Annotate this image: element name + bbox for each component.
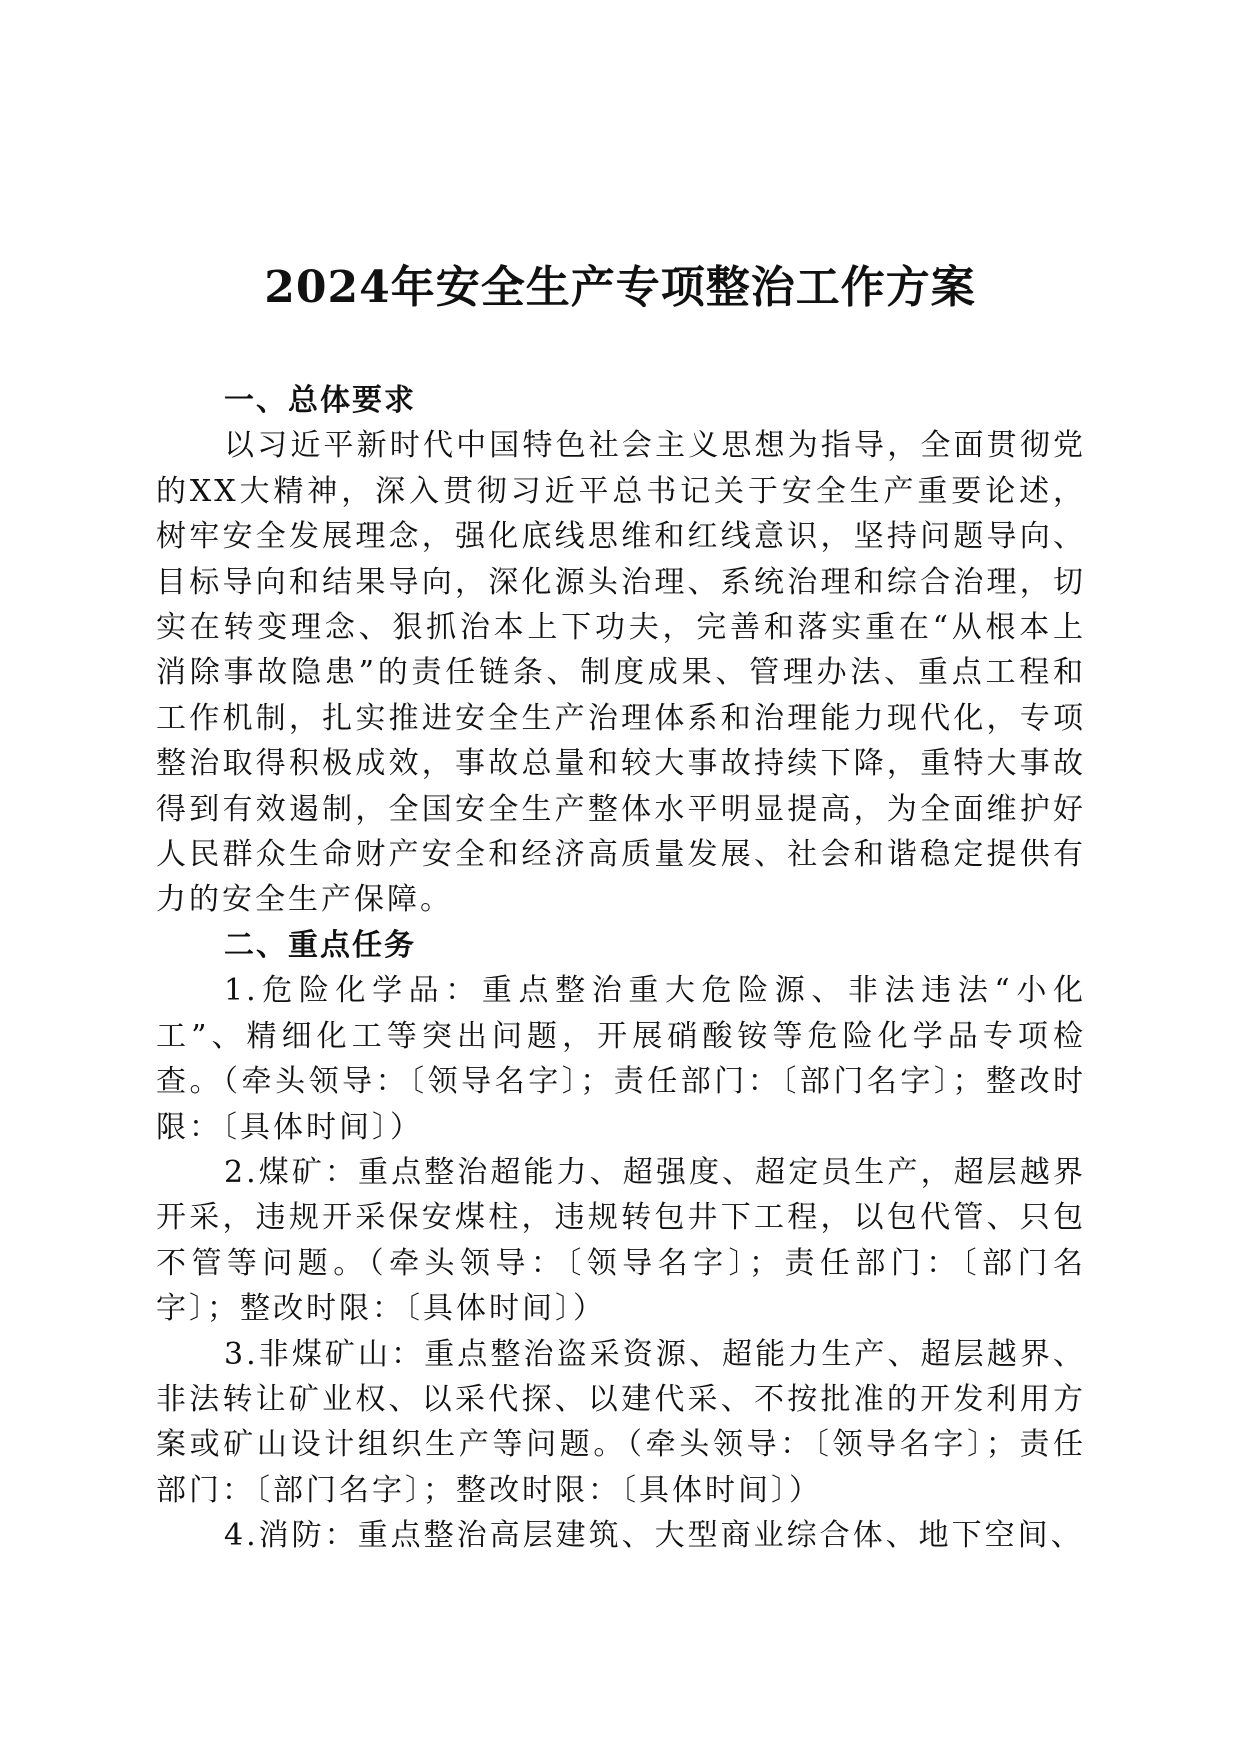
document-title: 2024年安全生产专项整治工作方案 xyxy=(264,262,976,313)
task-item-fire-safety: 4.消防：重点整治高层建筑、大型商业综合体、地下空间、 xyxy=(224,1518,1084,1554)
task-item-coal-mines: 2.煤矿：重点整治超能力、超强度、超定员生产，超层越界开采，违规开采保安煤柱，违规转包井下工程，以包代管、只包不管等问题。（牵头领导：〔领导名字〕；责任部门：〔部门名字〕；整改时限：〔具体时间〕） xyxy=(156,1154,1086,1327)
task-item-non-coal-mines: 3.非煤矿山：重点整治盗采资源、超能力生产、超层越界、非法转让矿业权、以采代探、以建代采、不按批准的开发利用方案或矿山设计组织生产等问题。（牵头领导：〔领导名字〕；责任部门：〔部门名字〕；整改时限：〔具体时间〕） xyxy=(156,1336,1086,1508)
paragraph-general-requirements: 以习近平新时代中国特色社会主义思想为指导，全面贯彻党的XX大精神，深入贯彻习近平总书记关于安全生产重要论述，树牢安全发展理念，强化底线思维和红线意识，坚持问题导向、目标导向和结果导向，深化源头治理、系统治理和综合治理，切实在转变理念、狠抓治本上下功夫，完善和落实重在“从根本上消除事故隐患”的责任链条、制度成果、管理办法、重点工程和工作机制，扎实推进安全生产治理体系和治理能力现代化，专项整治取得积极成效，事故总量和较大事故持续下降，重特大事故得到有效遏制，全国安全生产整体水平明显提高，为全面维护好人民群众生命财产安全和经济高质量发展、社会和谐稳定提供有力的安全生产保障。 xyxy=(156,428,1086,918)
section-heading-key-tasks: 二、重点任务 xyxy=(224,927,416,963)
document-body xyxy=(156,378,1086,1559)
task-item-hazardous-chemicals: 1.危险化学品：重点整治重大危险源、非法违法“小化工”、精细化工等突出问题，开展硝酸铵等危险化学品专项检查。（牵头领导：〔领导名字〕；责任部门：〔部门名字〕；整改时限：〔具体时间〕） xyxy=(156,973,1086,1145)
section-heading-general-requirements: 一、总体要求 xyxy=(224,383,416,418)
